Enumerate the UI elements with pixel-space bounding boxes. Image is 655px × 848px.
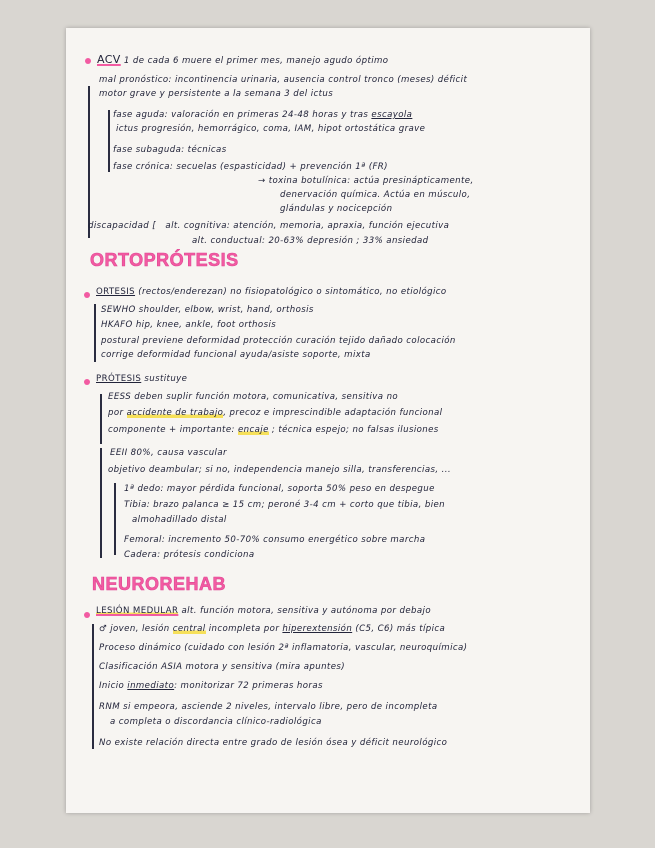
eess-line-3-c: ; técnica espejo; no falsas ilusiones — [271, 425, 439, 435]
lm-line-5 — [99, 681, 323, 691]
lm-line-7: a completa o discordancia clínico-radiológica — [110, 717, 322, 727]
lm-definition: alt. función motora, sensitiva y autónoma por debajo — [181, 606, 431, 616]
protesis-heading: PRÓTESIS — [96, 374, 142, 384]
eess-bracket — [100, 394, 102, 444]
acv-line-3: motor grave y persistente a la semana 3 del ictus — [99, 89, 334, 99]
ortesis-heading: ORTESIS — [96, 287, 136, 297]
lm-line-2-e: (C5, C6) más típica — [355, 624, 446, 634]
ortesis-line-1 — [96, 287, 447, 297]
eeii-sub-bracket — [114, 483, 116, 555]
acv-line-5: ictus progresión, hemorrágico, coma, IAM, hipot ortostática grave — [116, 124, 426, 134]
lm-inmediato: inmediato — [127, 681, 175, 691]
acv-line-7: fase crónica: secuelas (espasticidad) + prevención 1ª (FR) — [113, 162, 388, 172]
lm-heading: LESIÓN MEDULAR — [96, 606, 179, 616]
acv-discapacidad: discapacidad — [88, 221, 150, 231]
lm-line-2-c: incompleta por — [208, 624, 280, 634]
acv-line-10: glándulas y nocicepción — [280, 204, 393, 214]
acv-fase-aguda: fase aguda: valoración en primeras 24-48 horas y tras — [113, 110, 369, 120]
bullet-acv — [85, 58, 91, 64]
eeii-line-4: Tibia: brazo palanca ≥ 15 cm; peroné 3-4 cm + corto que tibia, bien — [124, 500, 446, 510]
section-title-neurorehab: NEUROREHAB — [92, 574, 227, 594]
acv-line-1 — [97, 53, 388, 66]
lm-line-5-a: Inicio — [99, 681, 125, 691]
lm-line-4: Clasificación ASIA motora y sensitiva (mira apuntes) — [99, 662, 346, 672]
lm-line-3: Proceso dinámico (cuidado con lesión 2ª inflamatoria, vascular, neuroquímica) — [99, 643, 468, 653]
bullet-ortesis — [84, 292, 90, 298]
eeii-line-1: EEII 80%, causa vascular — [110, 448, 227, 458]
ortesis-hkafo: HKAFO hip, knee, ankle, foot orthosis — [101, 320, 277, 330]
acv-heading: ACV — [97, 53, 121, 66]
eess-line-1: EESS deben suplir función motora, comunicativa, sensitiva no — [108, 392, 399, 402]
ortesis-definition: (rectos/enderezan) no fisiopatológico o sintomático, no etiológico — [138, 287, 447, 297]
acv-alt-cognitiva: alt. cognitiva: atención, memoria, apraxia, función ejecutiva — [165, 221, 450, 231]
eess-encaje: encaje — [237, 425, 269, 435]
lm-line-2-a: ♂ joven, lesión — [99, 624, 170, 634]
eess-line-3-a: componente + importante: — [108, 425, 235, 435]
lm-hiperextension: hiperextensión — [282, 624, 353, 634]
acv-line-2: mal pronóstico: incontinencia urinaria, ausencia control tronco (meses) déficit — [99, 75, 468, 85]
acv-line-12: alt. conductual: 20-63% depresión ; 33% ansiedad — [192, 236, 429, 246]
section-title-ortoprotesis: ORTOPRÓTESIS — [90, 250, 239, 270]
acv-line-11: discapacidad [ alt. cognitiva: atención, memoria, apraxia, función ejecutiva — [88, 221, 450, 231]
acv-line-1-text: 1 de cada 6 muere el primer mes, manejo agudo óptimo — [123, 56, 389, 66]
bullet-lesion-medular — [84, 612, 90, 618]
eeii-line-5: almohadillado distal — [132, 515, 227, 525]
lm-line-5-c: : monitorizar 72 primeras horas — [174, 681, 323, 691]
eess-accidente: accidente de trabajo — [126, 408, 224, 418]
eeii-line-7: Cadera: prótesis condiciona — [124, 550, 255, 560]
acv-escayola: escayola — [371, 110, 413, 120]
ortesis-postural: postural previene deformidad protección curación tejido dañado colocación — [101, 336, 456, 346]
ortesis-sewho: SEWHO shoulder, elbow, wrist, hand, orthosis — [101, 305, 314, 315]
bullet-protesis — [84, 379, 90, 385]
ortesis-correctora: corrige deformidad funcional ayuda/asiste soporte, mixta — [101, 350, 371, 360]
protesis-definition: sustituye — [144, 374, 188, 384]
acv-line-9: denervación química. Actúa en músculo, — [280, 190, 471, 200]
eeii-line-3: 1ª dedo: mayor pérdida funcional, soporta 50% peso en despegue — [124, 484, 435, 494]
eess-line-2 — [108, 408, 442, 418]
lm-line-8: No existe relación directa entre grado de lesión ósea y déficit neurológico — [99, 738, 448, 748]
eeii-line-2: objetivo deambular; si no, independencia manejo silla, transferencias, ... — [108, 465, 452, 475]
acv-line-6: fase subaguda: técnicas — [113, 145, 227, 155]
protesis-line-1 — [96, 374, 187, 384]
acv-bracket-1 — [88, 86, 90, 238]
eess-line-2-c: , precoz e imprescindible adaptación funcional — [223, 408, 443, 418]
acv-bracket-2 — [108, 110, 110, 172]
lm-line-2 — [99, 624, 445, 634]
ortesis-bracket — [94, 304, 96, 362]
acv-line-4 — [113, 110, 412, 120]
eeii-bracket — [100, 448, 102, 558]
lm-central: central — [172, 624, 206, 634]
lm-line-6: RNM si empeora, asciende 2 niveles, intervalo libre, pero de incompleta — [99, 702, 438, 712]
acv-line-8: → toxina botulínica: actúa presinápticamente, — [258, 176, 474, 186]
notebook-page — [66, 28, 590, 813]
eess-line-3 — [108, 425, 439, 435]
eeii-line-6: Femoral: incremento 50-70% consumo energético sobre marcha — [124, 535, 426, 545]
lm-bracket — [92, 624, 94, 749]
eess-line-2-a: por — [108, 408, 124, 418]
lm-line-1 — [96, 606, 431, 616]
